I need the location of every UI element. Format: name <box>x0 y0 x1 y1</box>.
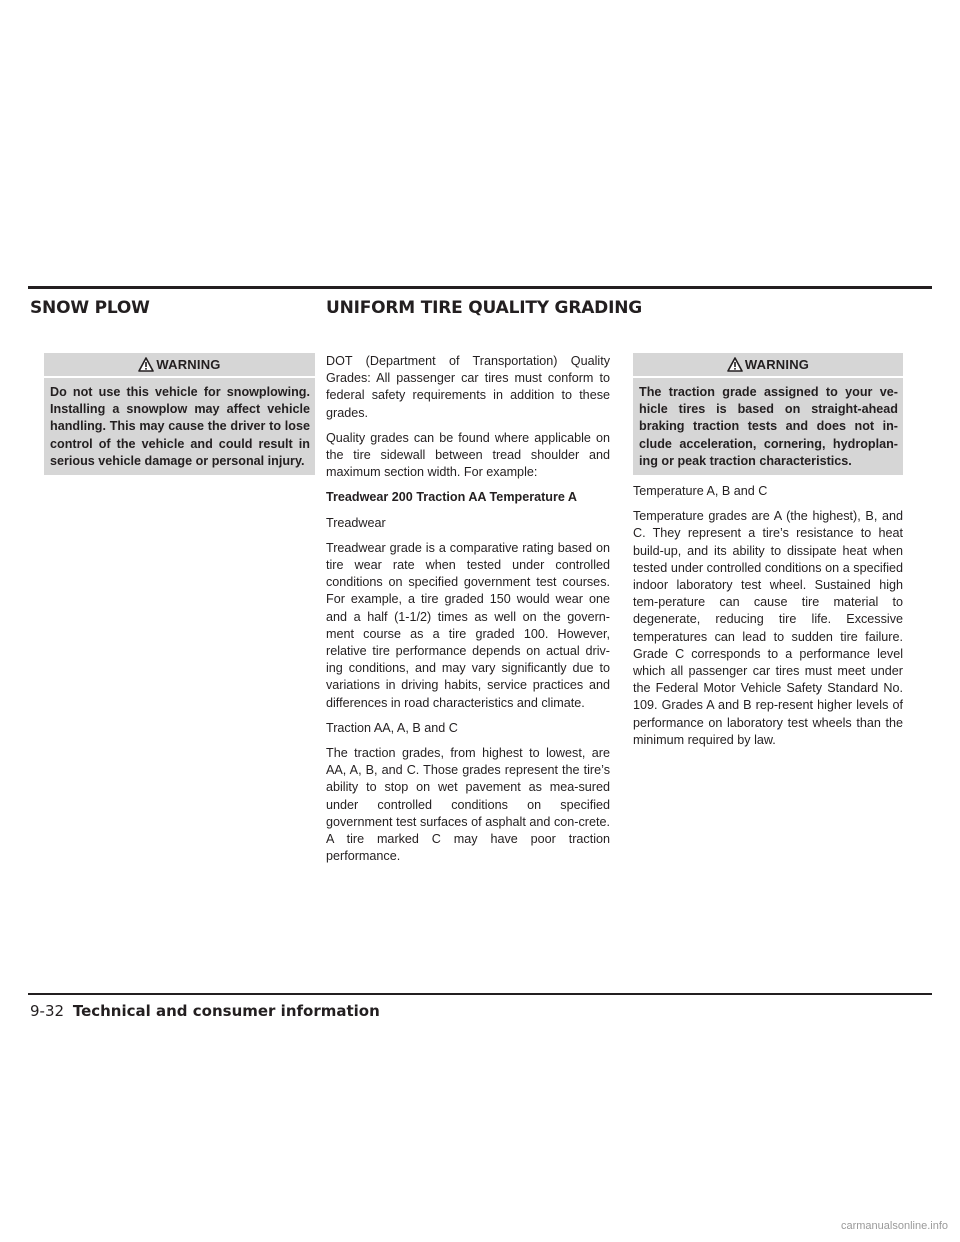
temperature-paragraph: Temperature grades are A (the highest), B, and C. They represent a tire’s resistance to heat build-up, and its ability to dissipate heat when tested under controlled conditions on a specified indoor laboratory test wheel. Sustained high tem-perature can cause tire material to degenerate, reducing tire life. Excessive temperatures can lead to sudden tire failure. Grade C corresponds to a performance level which all passenger car tires must meet under the Federal Motor Vehicle Safety Standard No. 109. Grades A and B rep-resent higher levels of performance on laboratory test wheels than the minimum required by law. <box>633 509 903 747</box>
watermark: carmanualsonline.info <box>840 1220 948 1232</box>
middle-column <box>326 353 610 873</box>
temperature-subheading: Temperature A, B and C <box>633 484 768 499</box>
warning-header <box>44 353 315 376</box>
dot-grades-paragraph: DOT (Department of Transportation) Quality Grades: All passenger car tires must conform to federal safety requirements in addition to these grades. <box>326 354 610 420</box>
left-column <box>44 353 315 475</box>
traction-subheading: Traction AA, A, B and C <box>326 720 458 735</box>
snow-plow-warning-text: Do not use this vehicle for snowplowing. Installing a snowplow may affect vehicle handling. This may cause the driver to lose control of the vehicle and could result in serious vehicle damage or personal injury. <box>44 378 315 475</box>
warning-label: WARNING <box>744 357 810 372</box>
grade-example: Treadwear 200 Traction AA Temperature A <box>326 490 578 505</box>
warning-header <box>633 353 903 376</box>
footer-section-title: Technical and consumer information <box>72 1002 380 1020</box>
right-column <box>633 353 903 757</box>
warning-triangle-icon <box>727 357 743 372</box>
treadwear-paragraph: Treadwear grade is a comparative rating based on tire wear rate when tested under controlled conditions on specified government test courses. For example, a tire graded 150 would wear one and a half (1-1/2) times as well on the govern-ment course as a tire graded 100. However, relative tire performance depends on actual driv-ing conditions, and may vary significantly due to variations in driving habits, service practices and differences in road characteristics and climate. <box>326 540 610 710</box>
bottom-rule <box>28 993 932 995</box>
page-number: 9-32 <box>30 1002 65 1020</box>
traction-warning-text: The traction grade assigned to your ve-hicle tires is based on straight-ahead braking traction tests and does not in-clude acceleration, cornering, hydroplan-ing or peak traction characteristics. <box>633 378 903 475</box>
warning-triangle-icon <box>138 357 154 372</box>
top-rule <box>28 286 932 289</box>
page-footer <box>30 1002 380 1020</box>
warning-label: WARNING <box>156 357 221 372</box>
section-heading-snow-plow: SNOW PLOW <box>30 298 150 318</box>
section-heading-tire-grading: UNIFORM TIRE QUALITY GRADING <box>326 298 642 318</box>
traction-paragraph: The traction grades, from highest to lowest, are AA, A, B, and C. Those grades represent the tire’s ability to stop on wet pavement as mea-sured under controlled conditions on specified government test surfaces of asphalt and con-crete. A tire marked C may have poor traction performance. <box>326 746 610 864</box>
treadwear-subheading: Treadwear <box>326 515 386 530</box>
sidewall-paragraph: Quality grades can be found where applicable on the tire sidewall between tread shoulder and maximum section width. For example: <box>326 430 610 480</box>
